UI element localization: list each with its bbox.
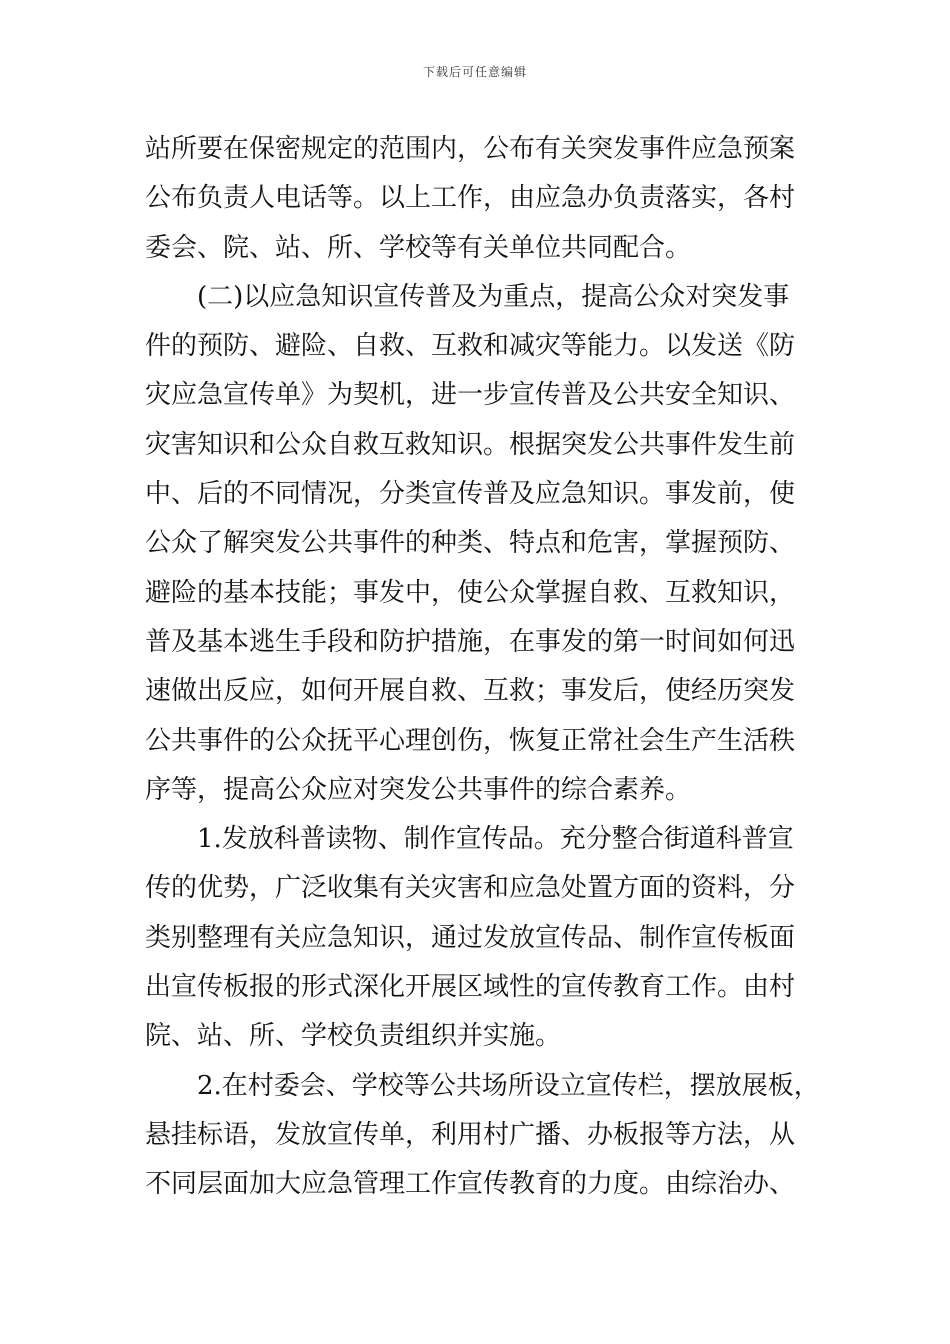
paragraph-start-line: (二)以应急知识宣传普及为重点，提高公众对突发事 <box>197 281 790 312</box>
text-line: 灾应急宣传单》为契机，进一步宣传普及公共安全知识、 <box>145 380 796 411</box>
text-line: 普及基本逃生手段和防护措施，在事发的第一时间如何迅 <box>145 626 796 657</box>
text-line: 件的预防、避险、自救、互救和减灾等能力。以发送《防 <box>145 331 796 362</box>
text-line: 中、后的不同情况，分类宣传普及应急知识。事发前，使 <box>145 479 796 510</box>
text-line: 避险的基本技能；事发中，使公众掌握自救、互救知识， <box>145 577 796 608</box>
text-line: 悬挂标语，发放宣传单，利用村广播、办板报等方法，从 <box>145 1119 796 1150</box>
page-header: 下载后可任意编辑 <box>422 65 527 79</box>
text-line: 公共事件的公众抚平心理创伤，恢复正常社会生产生活秩 <box>145 725 796 756</box>
paragraph-start-line: 2.在村委会、学校等公共场所设立宣传栏，摆放展板， <box>197 1070 820 1101</box>
text-line: 类别整理有关应急知识，通过发放宣传品、制作宣传板面 <box>145 922 796 953</box>
text-line: 出宣传板报的形式深化开展区域性的宣传教育工作。由村 <box>145 972 796 1003</box>
text-line: 公众了解突发公共事件的种类、特点和危害，掌握预防、 <box>145 528 796 559</box>
text-line: 公布负责人电话等。以上工作，由应急办负责落实，各村 <box>145 183 796 214</box>
body-text <box>145 125 820 1210</box>
text-line: 传的优势，广泛收集有关灾害和应急处置方面的资料，分 <box>145 873 796 904</box>
text-line: 不同层面加大应急管理工作宣传教育的力度。由综治办、 <box>145 1169 796 1200</box>
text-line: 速做出反应，如何开展自救、互救；事发后，使经历突发 <box>145 676 796 707</box>
text-line: 院、站、所、学校负责组织并实施。 <box>145 1021 562 1052</box>
text-line: 灾害知识和公众自救互救知识。根据突发公共事件发生前 <box>145 429 796 460</box>
text-line: 序等，提高公众应对突发公共事件的综合素养。 <box>145 774 692 805</box>
paragraph-start-line: 1.发放科普读物、制作宣传品。充分整合街道科普宣 <box>197 824 794 855</box>
text-line: 站所要在保密规定的范围内，公布有关突发事件应急预案 <box>145 134 796 164</box>
text-line: 委会、院、站、所、学校等有关单位共同配合。 <box>145 232 692 263</box>
